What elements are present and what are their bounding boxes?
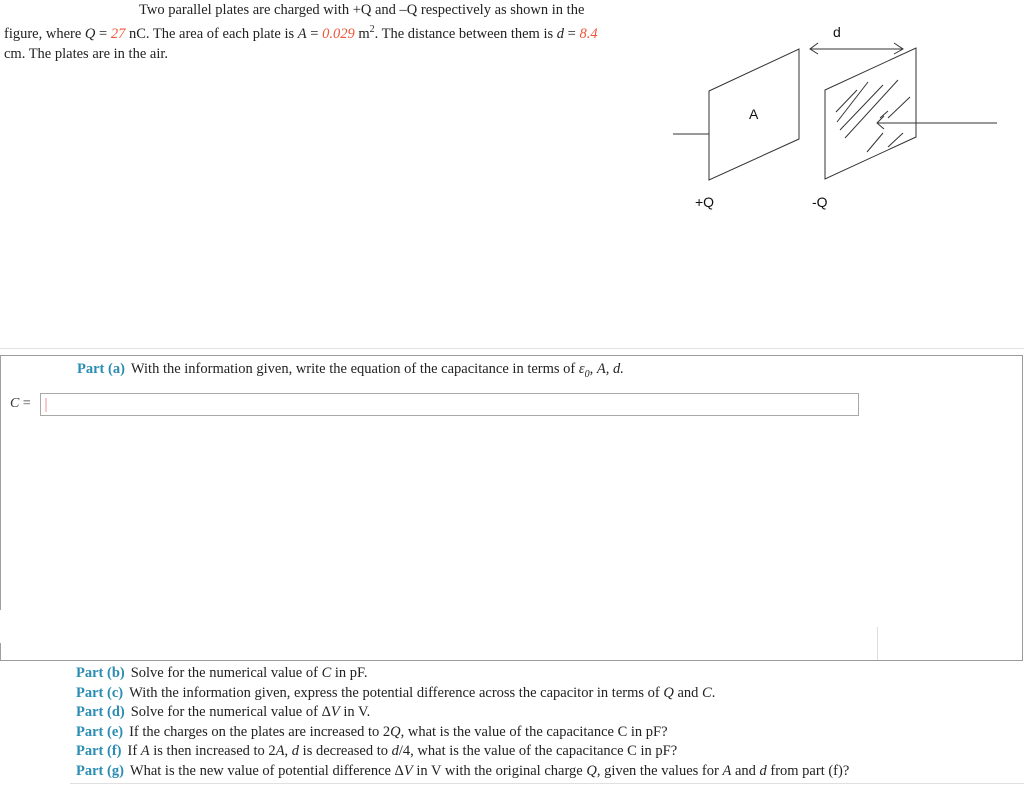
distance-label: d [833,24,841,40]
area-label: A [749,106,759,122]
negative-plate [825,48,916,179]
minus-q-label: -Q [812,194,828,210]
part-b: Part (b) Solve for the numerical value of C in pF. [76,665,368,681]
answer-label: C = [10,396,31,411]
parts-list [76,664,849,781]
part-a-question: Part (a) With the information given, write the equation of the capacitance in terms of $\varepsilon_0$, A, d. [77,361,624,380]
panel-divider [877,627,878,660]
distance-value: 8.4 [579,25,598,42]
part-a-label: Part (a) [77,361,125,377]
part-e: Part (e) If the charges on the plates are increased to 2Q, what is the value of the capacitance C in pF? [76,723,668,740]
part-g: Part (g) What is the new value of potential difference ΔV in V with the original charge Q, given the values for A and d from part (f)? [76,762,850,779]
area-value: 0.029 [322,25,355,42]
parallel-plates-diagram [660,10,1024,220]
separator [0,348,1024,349]
problem-statement [4,0,654,64]
capacitance-equation-input[interactable] [40,393,859,416]
plus-q-label: +Q [695,194,715,210]
problem-line-3: cm. The plates are in the air. [4,45,169,62]
problem-line-1: Two parallel plates are charged with +Q and –Q respectively as shown in the [139,2,585,18]
part-c: Part (c) With the information given, express the potential difference across the capacitor in terms of Q and C. [76,684,716,701]
problem-line-2: figure, where Q = 27 nC. The area of each plate is A = 0.029 $m^2$. The distance between them is d = 8.4 [4,24,598,42]
part-f: Part (f) If A is then increased to 2A, d is decreased to d/4, what is the value of the capacitance C in pF? [76,743,678,759]
charge-value: 27 [110,25,126,42]
panel-border [0,355,1,610]
capacitor-figure [660,10,1024,220]
bottom-divider [70,783,1024,784]
panel-border [0,643,1,660]
part-d: Part (d) Solve for the numerical value of ΔV in V. [76,704,371,720]
text-cursor [45,398,47,412]
